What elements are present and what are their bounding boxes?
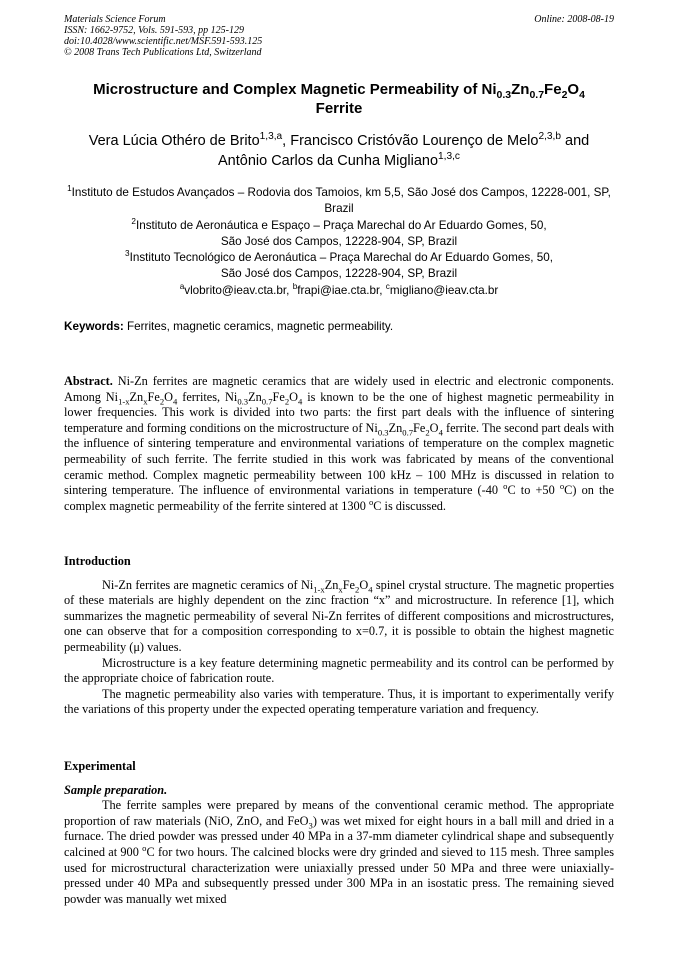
paper-title: Microstructure and Complex Magnetic Permeability of $Ni_{0.3}Zn_{0.7}Fe_2O_4$ Ferrite bbox=[93, 81, 585, 117]
keywords-label: Keywords: bbox=[64, 320, 124, 333]
keywords bbox=[64, 320, 614, 333]
email-b[interactable]: frapi@iae.cta.br, bbox=[297, 283, 383, 297]
intro-paragraph-3: The magnetic permeability also varies with temperature. Thus, it is important to experimentally verify the variations of this property under the expected operating temperature variation and frequency. bbox=[64, 686, 614, 717]
experimental-heading: Experimental bbox=[64, 759, 136, 773]
intro-paragraph-1: Ni-Zn ferrites are magnetic ceramics of $Ni_{1-x}Zn_xFe_2O_4$ spinel crystal structure. The magnetic properties of these materials are highly dependent on the zinc fraction “x” and microstructure. In reference [1], which summarizes the magnetic permeability of several Ni-Zn ferrites of different compositions and microstructures, one can observe that for a composition corresponding to x=0.7, it is possible to obtain the highest magnetic permeability (μ) values. bbox=[64, 577, 614, 654]
author-3: Antônio Carlos da Cunha Migliano bbox=[217, 153, 439, 169]
affiliation-1: $^1$Instituto de Estudos Avançados – Rodovia dos Tamoios, km 5,5, São José dos Campos, 12228-001, SP, Brazil bbox=[67, 184, 611, 216]
affiliation-2: $^2$Instituto de Aeronáutica e Espaço – Praça Marechal do Ar Eduardo Gomes, 50, São José dos Campos, 12228-904, SP, Brazil bbox=[131, 216, 547, 248]
author-2: Francisco Cristóvão Lourenço de Melo bbox=[290, 133, 539, 149]
issn-line: ISSN: 1662-9752, Vols. 591-593, pp 125-129 bbox=[64, 25, 244, 36]
email-c[interactable]: migliano@ieav.cta.br bbox=[389, 283, 499, 297]
experimental-section bbox=[64, 759, 614, 907]
introduction-section bbox=[64, 554, 614, 718]
journal-header bbox=[64, 14, 614, 58]
sample-preparation-heading: Sample preparation. bbox=[64, 782, 168, 797]
affiliation-3: $^3$Instituto Tecnológico de Aeronáutica – Praça Marechal do Ar Eduardo Gomes, 50, São José dos Campos, 12228-904, SP, Brazil bbox=[125, 249, 553, 281]
experimental-paragraph-1: The ferrite samples were prepared by means of the conventional ceramic method. The appropriate proportion of raw materials (NiO, ZnO, and FeO$_3$) was wet mixed for eight hours in a ball mill and dried in a furnace. The dried powder was pressed under 40 MPa in a 37-mm diameter cylindrical shape and subsequently calcined at 900 $^o$C for two hours. The calcined blocks were dry grinded and sieved to 115 mesh. Three samples used for microstructural characterization were uniaxially pressed under 50 MPa and three were uniaxially-pressed under 40 MPa and subsequently pressed under 300 MPa in an isostatic press. The remaining sieved powder was manually wet mixed bbox=[64, 798, 615, 906]
keywords-text: Ferrites, magnetic ceramics, magnetic permeability. bbox=[127, 320, 394, 333]
intro-paragraph-2: Microstructure is a key feature determining magnetic permeability and its control can be performed by the appropriate choice of fabrication route. bbox=[64, 655, 614, 686]
author-list: Vera Lúcia Othéro de Brito$^{1,3,a}$, Francisco Cristóvão Lourenço de Melo$^{2,3,b}$ and Antônio Carlos da Cunha Migliano$^{1,3,c}$ bbox=[88, 131, 590, 169]
abstract-label: Abstract. bbox=[64, 374, 113, 388]
email-a[interactable]: vlobrito@ieav.cta.br, bbox=[184, 283, 290, 297]
author-1: Vera Lúcia Othéro de Brito bbox=[88, 133, 260, 149]
online-date: Online: 2008-08-19 bbox=[534, 14, 614, 25]
copyright-line: © 2008 Trans Tech Publications Ltd, Switzerland bbox=[64, 47, 262, 58]
journal-name: Materials Science Forum bbox=[64, 14, 166, 25]
doi-line: doi:10.4028/www.scientific.net/MSF.591-593.125 bbox=[64, 36, 263, 47]
abstract: Abstract. Ni-Zn ferrites are magnetic ceramics that are widely used in electric and electronic components. Among $Ni_{1-x}Zn_xFe_2O_4$ ferrites, $Ni_{0.3}Zn_{0.7}Fe_2O_4$ is known to be the one of highest magnetic permeability in lower frequencies. This work is divided into two parts: the first part deals with the influence of sintering temperature and forming conditions on the microstructure of $Ni_{0.3}Zn_{0.7}Fe_2O_4$ ferrite. The second part deals with the influence of sintering temperature and environmental variations of temperature on the complex magnetic permeability of such ferrite. The ferrite studied in this work was fabricated by means of the conventional ceramic method. Complex magnetic permeability between 100 kHz – 100 MHz is discussed in relation to sintering temperature. The influence of environmental variations in temperature (-40 $^o$C to +50 $^o$C) on the complex magnetic permeability of the ferrite sintered at 1300 $^o$C is discussed. bbox=[64, 374, 615, 513]
affiliations bbox=[60, 185, 618, 299]
introduction-heading: Introduction bbox=[64, 554, 131, 568]
emails: $^a$vlobrito@ieav.cta.br, $^b$frapi@iae.cta.br, $^c$migliano@ieav.cta.br bbox=[179, 281, 499, 297]
